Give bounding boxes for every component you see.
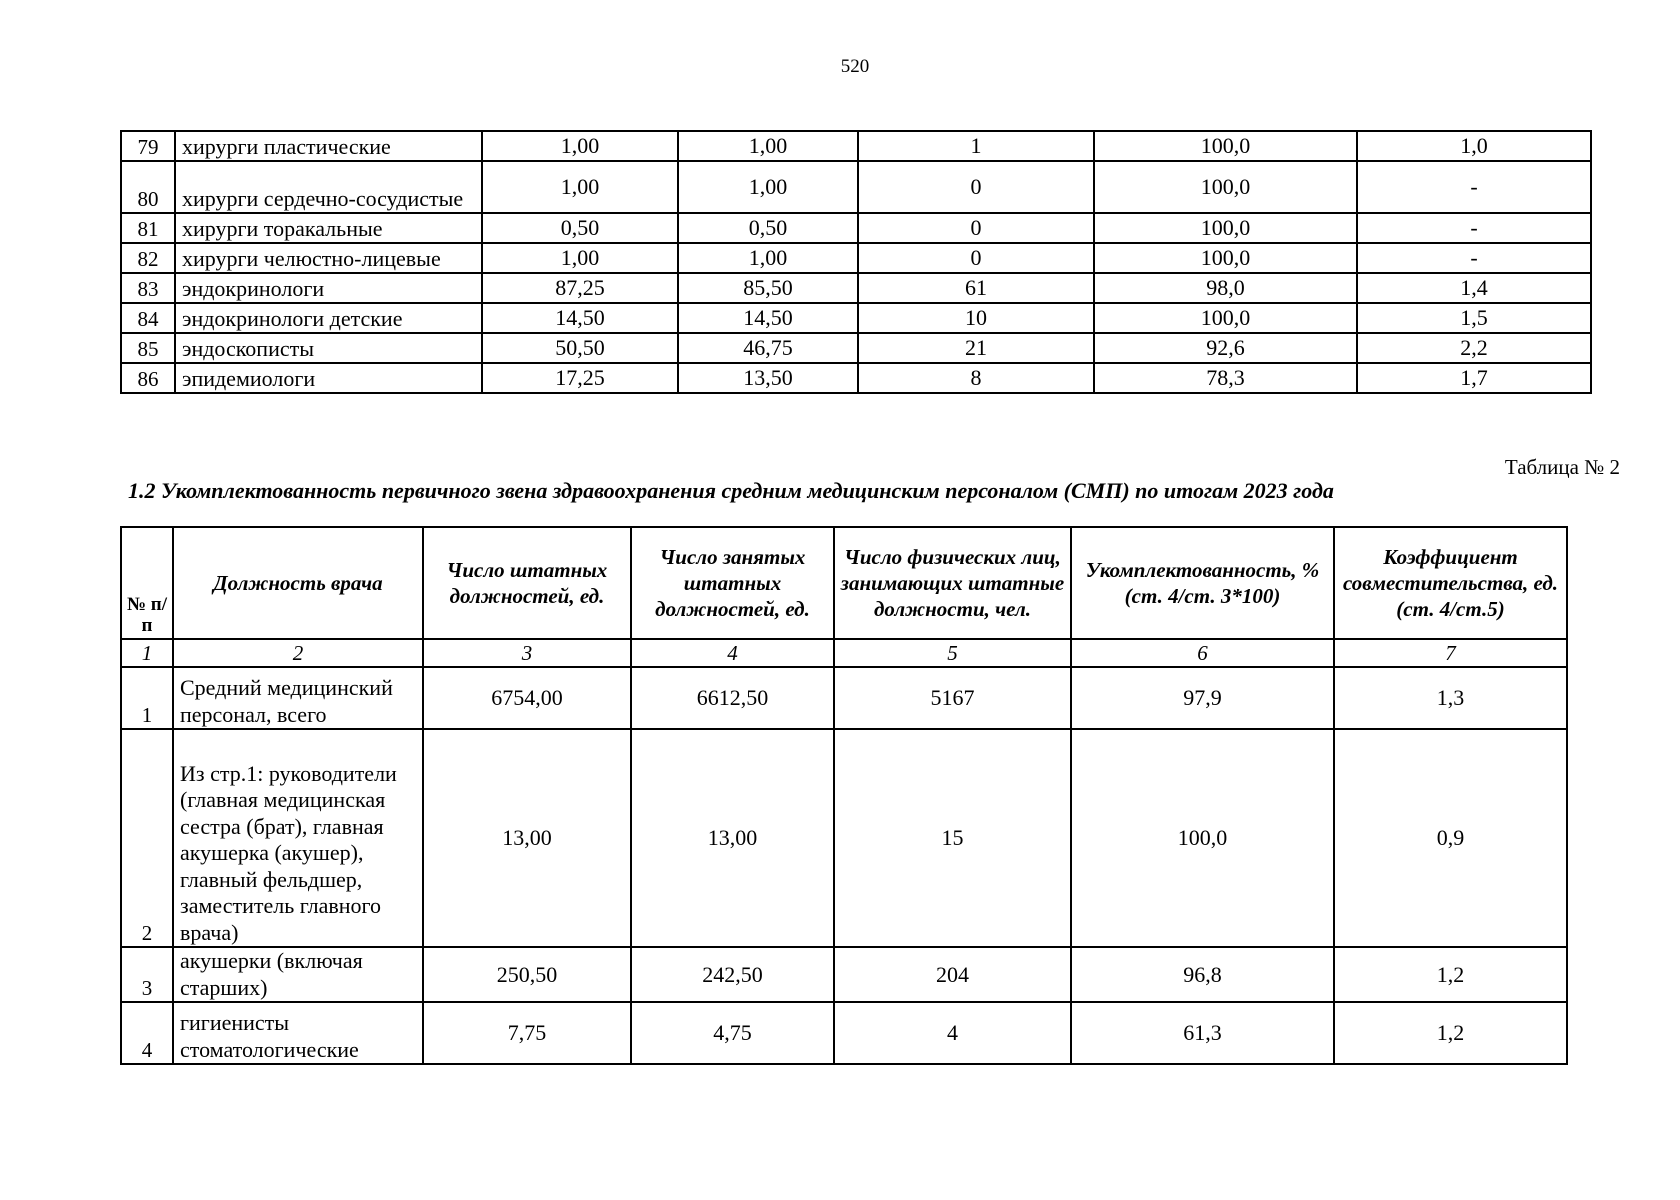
position-name: хирурги челюстно-лицевые [175,243,482,273]
coefficient-value: 1,0 [1357,131,1591,161]
coefficient-value: 1,3 [1334,667,1567,729]
occupied-positions-value: 13,50 [678,363,858,393]
occupied-positions-value: 46,75 [678,333,858,363]
individuals-value: 0 [858,213,1094,243]
coefficient-value: - [1357,243,1591,273]
column-number: 2 [173,639,423,667]
staffing-percent-value: 97,9 [1071,667,1334,729]
row-number: 4 [121,1002,173,1064]
occupied-positions-value: 85,50 [678,273,858,303]
individuals-value: 0 [858,243,1094,273]
position-name: хирурги сердечно-сосудистые [175,161,482,213]
table-row [121,947,1567,1002]
coefficient-value: 1,5 [1357,303,1591,333]
staff-positions-value: 50,50 [482,333,678,363]
individuals-value: 0 [858,161,1094,213]
position-name: эндоскописты [175,333,482,363]
column-number: 3 [423,639,631,667]
occupied-positions-value: 4,75 [631,1002,834,1064]
row-number: 2 [121,729,173,947]
staffing-percent-value: 98,0 [1094,273,1357,303]
staffing-percent-value: 100,0 [1094,213,1357,243]
staffing-percent-value: 96,8 [1071,947,1334,1002]
occupied-positions-value: 14,50 [678,303,858,333]
individuals-value: 204 [834,947,1071,1002]
occupied-positions-value: 0,50 [678,213,858,243]
staffing-table-continuation [120,130,1592,394]
coefficient-value: 2,2 [1357,333,1591,363]
row-number: 85 [121,333,175,363]
individuals-value: 10 [858,303,1094,333]
column-number: 6 [1071,639,1334,667]
staffing-percent-value: 92,6 [1094,333,1357,363]
staff-positions-value: 1,00 [482,243,678,273]
staff-positions-value: 1,00 [482,161,678,213]
table-row [121,667,1567,729]
staff-positions-value: 13,00 [423,729,631,947]
row-number: 83 [121,273,175,303]
staff-positions-value: 17,25 [482,363,678,393]
staff-positions-value: 87,25 [482,273,678,303]
coefficient-value: 1,2 [1334,1002,1567,1064]
header-num: № п/п [121,527,173,639]
table-row [121,131,1591,161]
occupied-positions-value: 242,50 [631,947,834,1002]
individuals-value: 1 [858,131,1094,161]
coefficient-value: 1,7 [1357,363,1591,393]
staffing-percent-value: 100,0 [1094,303,1357,333]
column-number: 4 [631,639,834,667]
section-title: 1.2 Укомплектованность первичного звена здравоохранения средним медицинским персоналом (СМП) по итогам 2023 года [128,478,1334,503]
occupied-positions-value: 13,00 [631,729,834,947]
column-number: 7 [1334,639,1567,667]
header-coefficient: Коэффициент совместительства, ед. (ст. 4/ст.5) [1334,527,1567,639]
position-name: гигиенисты стоматологические [173,1002,423,1064]
column-number: 1 [121,639,173,667]
row-number: 79 [121,131,175,161]
table-label: Таблица № 2 [1504,455,1620,479]
header-individuals: Число физических лиц, занимающих штатные должности, чел. [834,527,1071,639]
table-row [121,333,1591,363]
table-row [121,213,1591,243]
individuals-value: 21 [858,333,1094,363]
staff-positions-value: 0,50 [482,213,678,243]
position-name: эпидемиологи [175,363,482,393]
header-staff-positions: Число штатных должностей, ед. [423,527,631,639]
row-number: 1 [121,667,173,729]
coefficient-value: - [1357,213,1591,243]
staffing-percent-value: 100,0 [1094,131,1357,161]
position-name: акушерки (включая старших) [173,947,423,1002]
table-row [121,1002,1567,1064]
staff-positions-value: 1,00 [482,131,678,161]
row-number: 86 [121,363,175,393]
staff-positions-value: 6754,00 [423,667,631,729]
individuals-value: 8 [858,363,1094,393]
staffing-percent-value: 100,0 [1094,161,1357,213]
coefficient-value: 0,9 [1334,729,1567,947]
position-name: хирурги торакальные [175,213,482,243]
coefficient-value: 1,4 [1357,273,1591,303]
individuals-value: 61 [858,273,1094,303]
position-name: эндокринологи [175,273,482,303]
staffing-percent-value: 78,3 [1094,363,1357,393]
table-row [121,243,1591,273]
coefficient-value: - [1357,161,1591,213]
row-number: 84 [121,303,175,333]
header-position: Должность врача [173,527,423,639]
row-number: 82 [121,243,175,273]
column-number: 5 [834,639,1071,667]
individuals-value: 15 [834,729,1071,947]
staffing-percent-value: 100,0 [1094,243,1357,273]
coefficient-value: 1,2 [1334,947,1567,1002]
staffing-percent-value: 100,0 [1071,729,1334,947]
position-name: эндокринологи детские [175,303,482,333]
table-row [121,729,1567,947]
table-row [121,363,1591,393]
occupied-positions-value: 6612,50 [631,667,834,729]
row-number: 80 [121,161,175,213]
page-number: 520 [840,56,870,77]
header-occupied-positions: Число занятых штатных должностей, ед. [631,527,834,639]
occupied-positions-value: 1,00 [678,243,858,273]
staff-positions-value: 7,75 [423,1002,631,1064]
position-name: Из стр.1: руководители (главная медицинская сестра (брат), главная акушерка (акушер), главный фельдшер, заместитель главного врача) [173,729,423,947]
staffing-percent-value: 61,3 [1071,1002,1334,1064]
occupied-positions-value: 1,00 [678,161,858,213]
occupied-positions-value: 1,00 [678,131,858,161]
table-row [121,161,1591,213]
individuals-value: 5167 [834,667,1071,729]
row-number: 3 [121,947,173,1002]
row-number: 81 [121,213,175,243]
staff-positions-value: 250,50 [423,947,631,1002]
position-name: хирурги пластические [175,131,482,161]
header-staffing: Укомплектованность, % (ст. 4/ст. 3*100) [1071,527,1334,639]
table-row [121,273,1591,303]
individuals-value: 4 [834,1002,1071,1064]
position-name: Средний медицинский персонал, всего [173,667,423,729]
table-row [121,303,1591,333]
smp-staffing-table [120,526,1568,1065]
staff-positions-value: 14,50 [482,303,678,333]
